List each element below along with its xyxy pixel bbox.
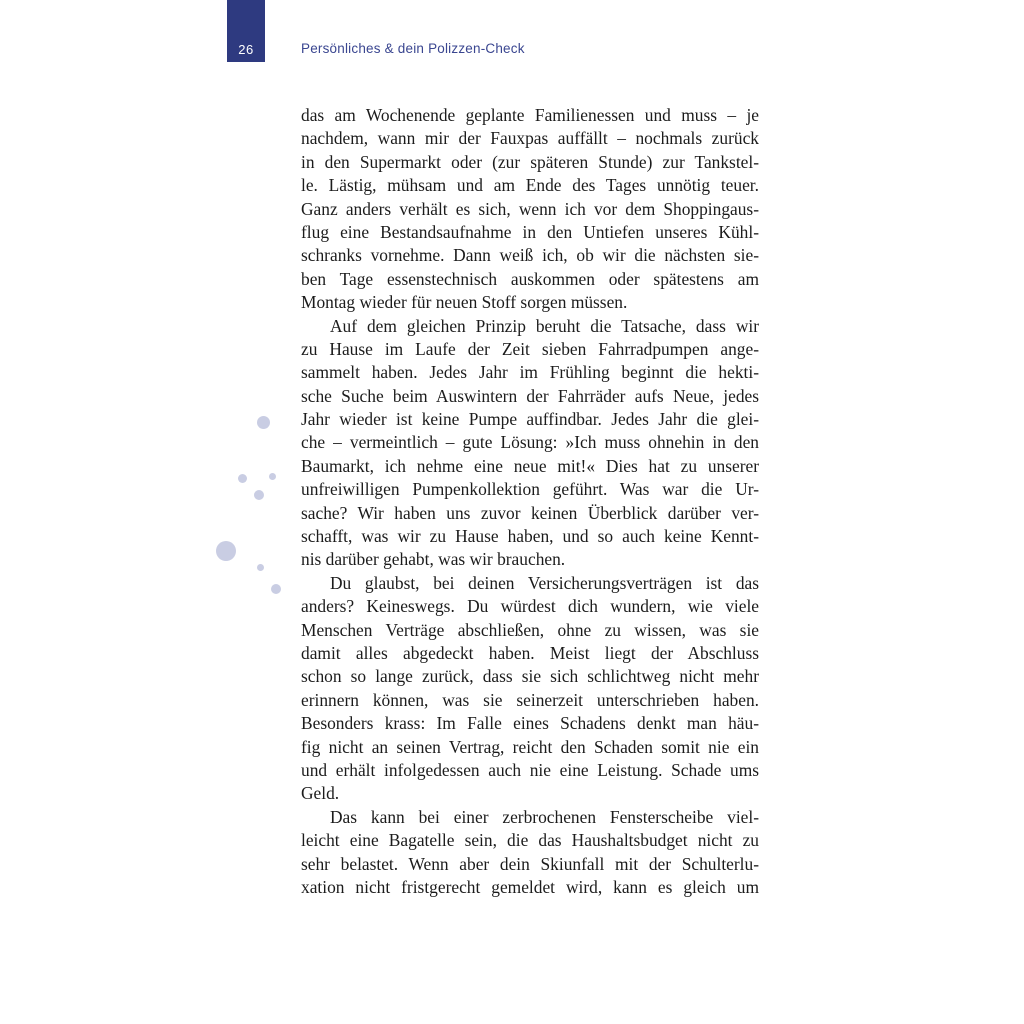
text-line: zu Hause im Laufe der Zeit sieben Fahrradpumpen ange-	[301, 338, 759, 359]
text-line: anders? Keineswegs. Du würdest dich wundern, wie viele	[301, 596, 759, 617]
text-line: Jahr wieder ist keine Pumpe auffindbar. Jedes Jahr die glei-	[301, 409, 759, 430]
text-line: schranks vornehme. Dann weiß ich, ob wir die nächsten sie-	[301, 245, 759, 266]
text-line: schon so lange zurück, dass sie sich schlichtweg nicht mehr	[301, 666, 759, 687]
text-line: und erhält infolgedessen auch nie eine Leistung. Schade ums	[301, 759, 759, 780]
decorative-dot	[238, 474, 247, 483]
text-line: damit alles abgedeckt haben. Meist liegt der Abschluss	[301, 642, 759, 663]
text-line: sammelt haben. Jedes Jahr im Frühling beginnt die hekti-	[301, 362, 759, 383]
text-line: Geld.	[301, 783, 340, 804]
decorative-dot	[254, 490, 264, 500]
body-text	[301, 104, 759, 899]
text-line: xation nicht fristgerecht gemeldet wird, kann es gleich um	[301, 876, 759, 897]
paragraph	[301, 104, 759, 315]
paragraph	[301, 806, 759, 900]
page-number: 26	[238, 42, 254, 57]
text-line: Ganz anders verhält es sich, wenn ich vor dem Shoppingaus-	[301, 198, 759, 219]
text-line: das am Wochenende geplante Familienessen und muss – je	[301, 105, 759, 125]
text-line: sche Suche beim Auswintern der Fahrräder aufs Neue, jedes	[301, 385, 759, 406]
text-line: schafft, was wir zu Hause haben, und so auch keine Kennt-	[301, 526, 759, 547]
decorative-dot	[271, 584, 281, 594]
decorative-dot	[216, 541, 236, 561]
text-line: nachdem, wann mir der Fauxpas auffällt – nochmals zurück	[301, 128, 759, 149]
text-line: fig nicht an seinen Vertrag, reicht den Schaden somit nie ein	[301, 736, 759, 757]
running-title: Persönliches & dein Polizzen-Check	[301, 41, 525, 56]
text-line: sehr belastet. Wenn aber dein Skiunfall mit der Schulterlu-	[301, 853, 759, 874]
text-line: che – vermeintlich – gute Lösung: »Ich muss ohnehin in den	[301, 432, 759, 453]
text-line: Besonders krass: Im Falle eines Schadens denkt man häu-	[301, 713, 759, 734]
decorative-dot	[269, 473, 276, 480]
text-line: le. Lästig, mühsam und am Ende des Tages unnötig teuer.	[301, 175, 759, 196]
text-line: flug eine Bestandsaufnahme in den Untiefen unseres Kühl-	[301, 221, 759, 242]
text-line: nis darüber gehabt, was wir brauchen.	[301, 549, 566, 570]
text-line: unfreiwilligen Pumpenkollektion geführt. Was war die Ur-	[301, 479, 759, 500]
text-line: Du glaubst, bei deinen Versicherungsverträgen ist das	[330, 572, 759, 593]
text-line: leicht eine Bagatelle sein, die das Haushaltsbudget nicht zu	[301, 830, 759, 851]
text-line: sache? Wir haben uns zuvor keinen Überblick darüber ver-	[301, 502, 759, 523]
page-number-tab	[227, 0, 265, 62]
text-line: Montag wieder für neuen Stoff sorgen müssen.	[301, 292, 628, 313]
decorative-dot	[257, 416, 270, 429]
text-line: Das kann bei einer zerbrochenen Fensterscheibe viel-	[330, 806, 759, 827]
text-line: erinnern können, was sie seinerzeit unterschrieben haben.	[301, 689, 759, 710]
text-line: Menschen Verträge abschließen, ohne zu wissen, was sie	[301, 619, 759, 640]
text-line: ben Tage essenstechnisch auskommen oder spätestens am	[301, 268, 759, 289]
paragraph	[301, 315, 759, 572]
text-line: in den Supermarkt oder (zur späteren Stunde) zur Tankstel-	[301, 151, 759, 172]
text-line: Baumarkt, ich nehme eine neue mit!« Dies hat zu unserer	[301, 455, 759, 476]
text-line: Auf dem gleichen Prinzip beruht die Tatsache, dass wir	[330, 315, 759, 336]
paragraph	[301, 572, 759, 806]
decorative-dot	[257, 564, 264, 571]
